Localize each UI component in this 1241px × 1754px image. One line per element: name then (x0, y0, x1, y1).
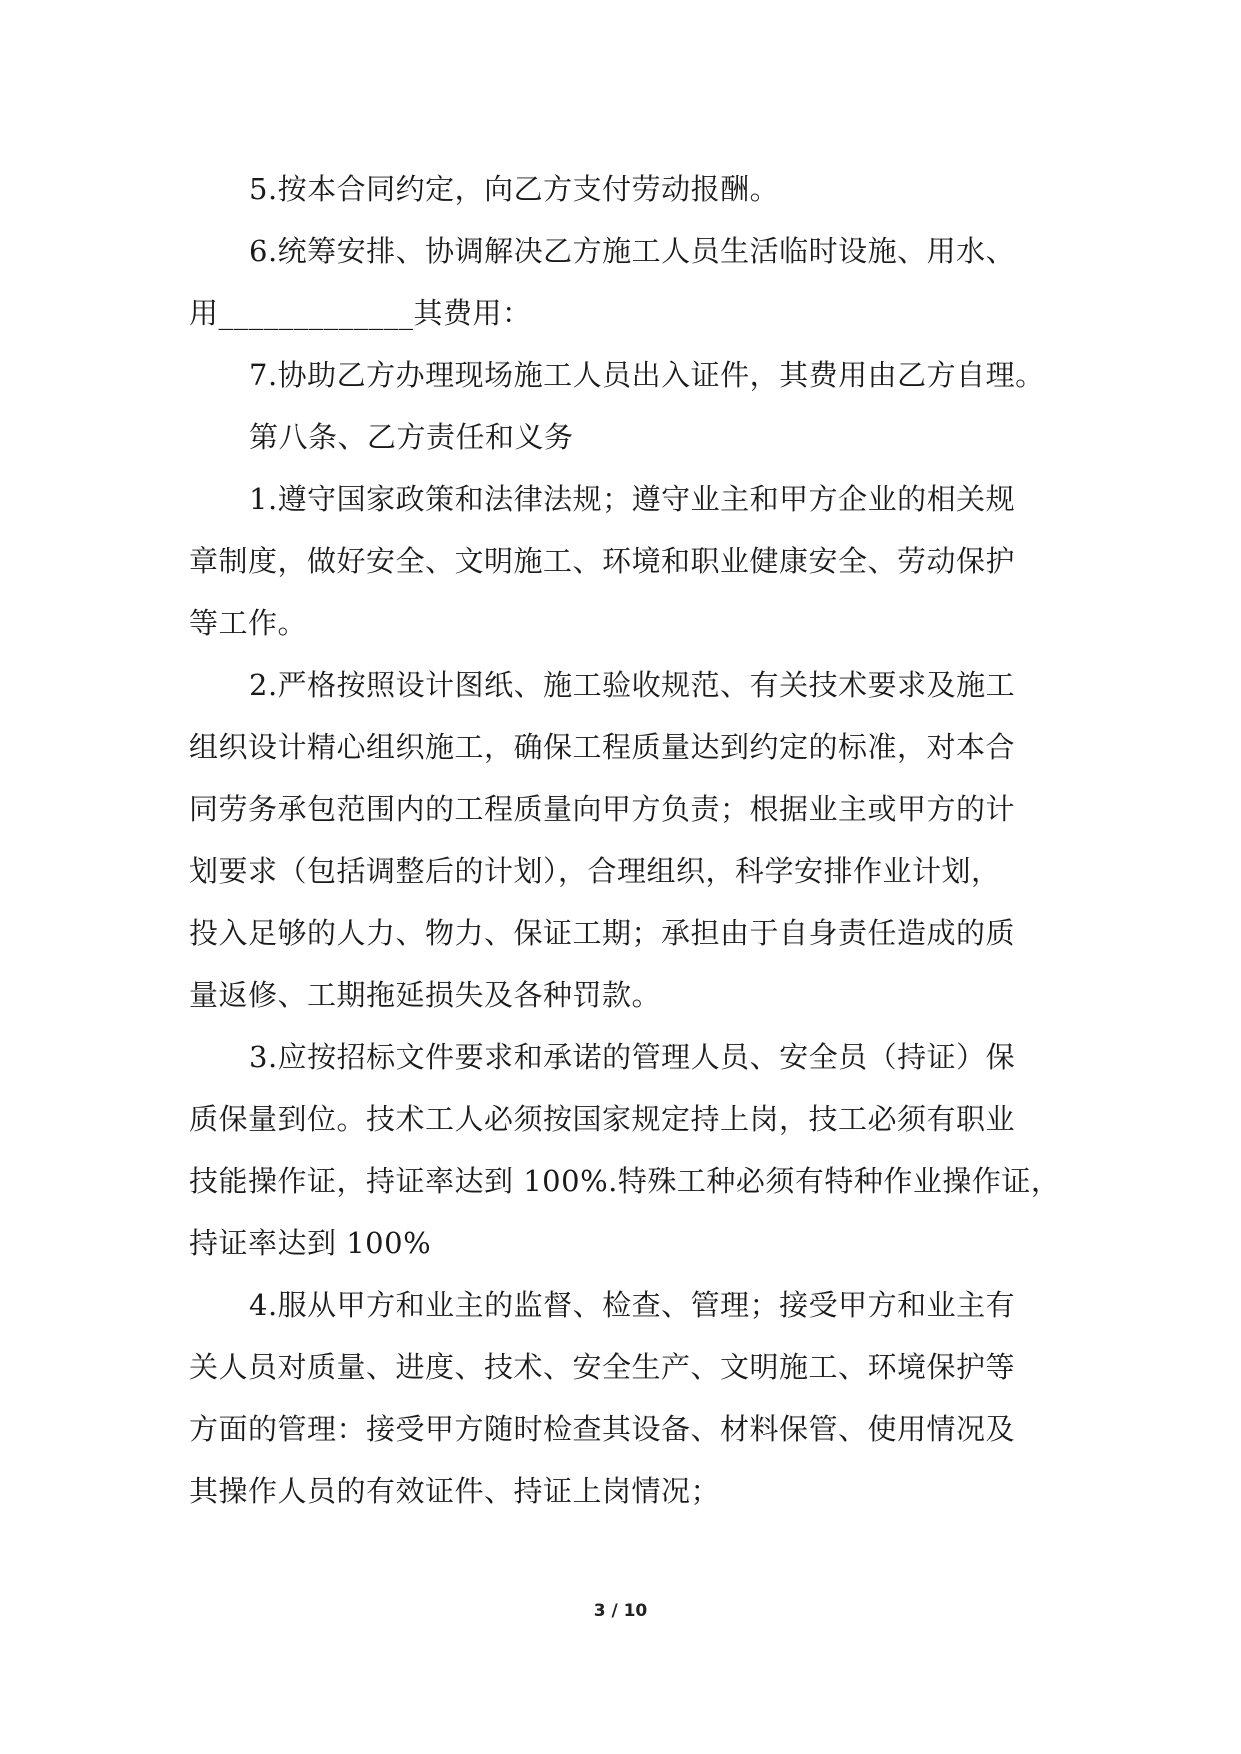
paragraph-line: 关人员对质量、进度、技术、安全生产、文明施工、环境保护等 (189, 1350, 1016, 1384)
paragraph-line: 其操作人员的有效证件、持证上岗情况； (189, 1474, 721, 1508)
paragraph-line: 4.服从甲方和业主的监督、检查、管理；接受甲方和业主有 (249, 1288, 1016, 1322)
paragraph-line: 1.遵守国家政策和法律法规；遵守业主和甲方企业的相关规 (249, 482, 1016, 516)
paragraph-line: 6.统筹安排、协调解决乙方施工人员生活临时设施、用水、 (249, 234, 1016, 268)
paragraph-line: 质保量到位。技术工人必须按国家规定持上岗，技工必须有职业 (189, 1102, 1016, 1136)
paragraph-line: 投入足够的人力、物力、保证工期；承担由于自身责任造成的质 (189, 916, 1016, 950)
paragraph-line: 等工作。 (189, 606, 308, 640)
paragraph-line: 量返修、工期拖延损失及各种罚款。 (189, 978, 662, 1012)
paragraph-line: 持证率达到 100% (189, 1226, 432, 1260)
paragraph-line: 5.按本合同约定，向乙方支付劳动报酬。 (249, 172, 780, 206)
paragraph-line: 技能操作证，持证率达到 100%.特殊工种必须有特种作业操作证， (189, 1164, 1061, 1198)
paragraph-line: 方面的管理：接受甲方随时检查其设备、材料保管、使用情况及 (189, 1412, 1016, 1446)
section-heading: 第八条、乙方责任和义务 (249, 420, 574, 454)
paragraph-line: 划要求（包括调整后的计划），合理组织，科学安排作业计划， (189, 854, 1001, 888)
paragraph-line: 3.应按招标文件要求和承诺的管理人员、安全员（持证）保 (249, 1040, 1016, 1074)
paragraph-line: 2.严格按照设计图纸、施工验收规范、有关技术要求及施工 (249, 668, 1016, 702)
paragraph-line: 组织设计精心组织施工，确保工程质量达到约定的标准，对本合 (189, 730, 1016, 764)
paragraph-line: 7.协助乙方办理现场施工人员出入证件，其费用由乙方自理。 (249, 358, 1045, 392)
paragraph-line: 章制度，做好安全、文明施工、环境和职业健康安全、劳动保护 (189, 544, 1016, 578)
paragraph-line: 同劳务承包范围内的工程质量向甲方负责；根据业主或甲方的计 (189, 792, 1016, 826)
document-body (189, 158, 1059, 1522)
paragraph-line: 用_____________其费用： (189, 296, 532, 330)
page-number: 3 / 10 (593, 1601, 648, 1621)
